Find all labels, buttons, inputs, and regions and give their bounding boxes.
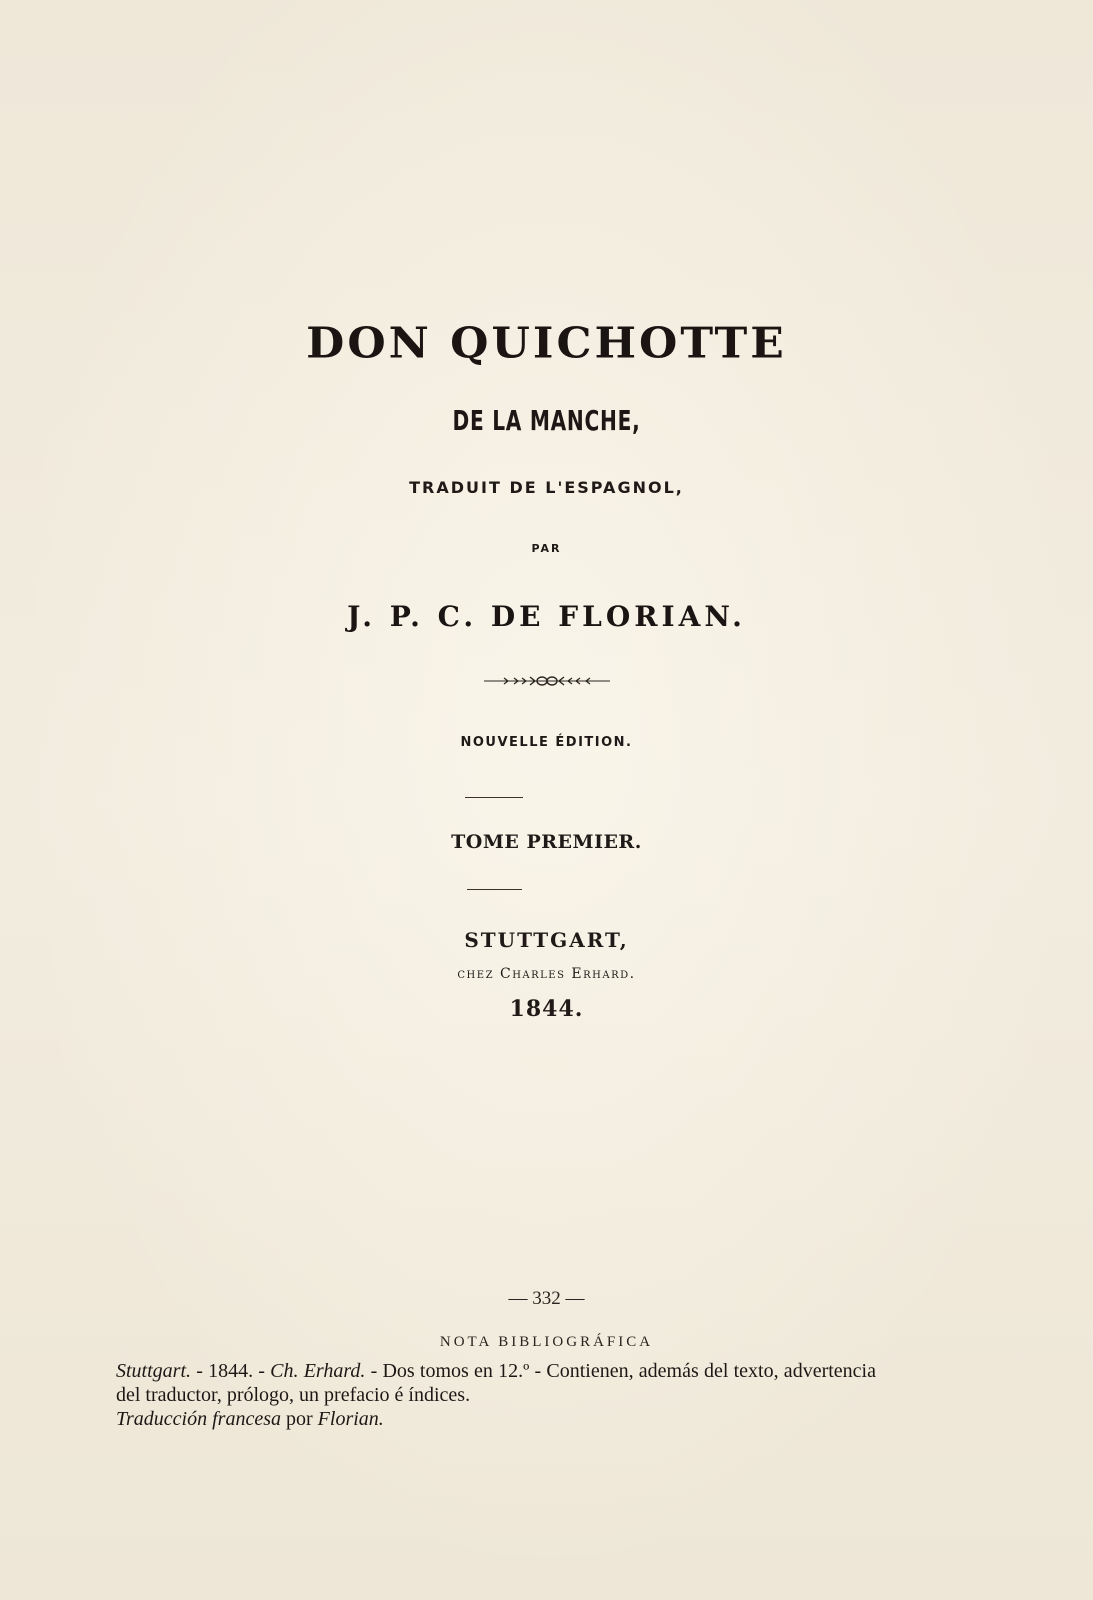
volume-label: TOME PREMIER.: [451, 831, 642, 853]
ornament-divider-icon: [0, 672, 1093, 684]
rule-divider: [465, 797, 523, 798]
note-separator: -: [191, 1360, 209, 1382]
note-por: por: [281, 1408, 318, 1430]
edition-note: NOUVELLE ÉDITION.: [460, 735, 633, 750]
note-separator: -: [253, 1360, 271, 1382]
note-printer: Ch. Erhard.: [270, 1360, 366, 1382]
bibliographic-note-text: [116, 1359, 876, 1431]
by-label: PAR: [531, 542, 562, 555]
author-name: J. P. C. DE FLORIAN.: [347, 600, 746, 633]
note-place: Stuttgart.: [116, 1360, 192, 1382]
note-year: 1844.: [208, 1360, 254, 1382]
note-translation-label: Traducción francesa: [116, 1408, 281, 1430]
note-volumes: Dos tomos en 12.º - Contienen, además del texto, advertencia del traductor, prólogo, un prefacio é índices.: [116, 1360, 876, 1406]
publication-city: STUTTGART,: [464, 928, 629, 952]
book-subtitle: DE LA MANCHE,: [452, 404, 641, 437]
note-translator: Florian.: [317, 1408, 384, 1430]
page-number: — 332 —: [508, 1288, 585, 1309]
book-title: DON QUICHOTTE: [306, 319, 787, 368]
rule-divider: [467, 889, 522, 890]
publication-year: 1844.: [509, 996, 584, 1022]
note-separator: -: [365, 1360, 383, 1382]
translation-note: TRADUIT DE L'ESPAGNOL,: [409, 478, 684, 497]
publisher-name: chez Charles Erhard.: [457, 966, 636, 982]
bibliographic-note-heading: NOTA BIBLIOGRÁFICA: [439, 1334, 654, 1350]
